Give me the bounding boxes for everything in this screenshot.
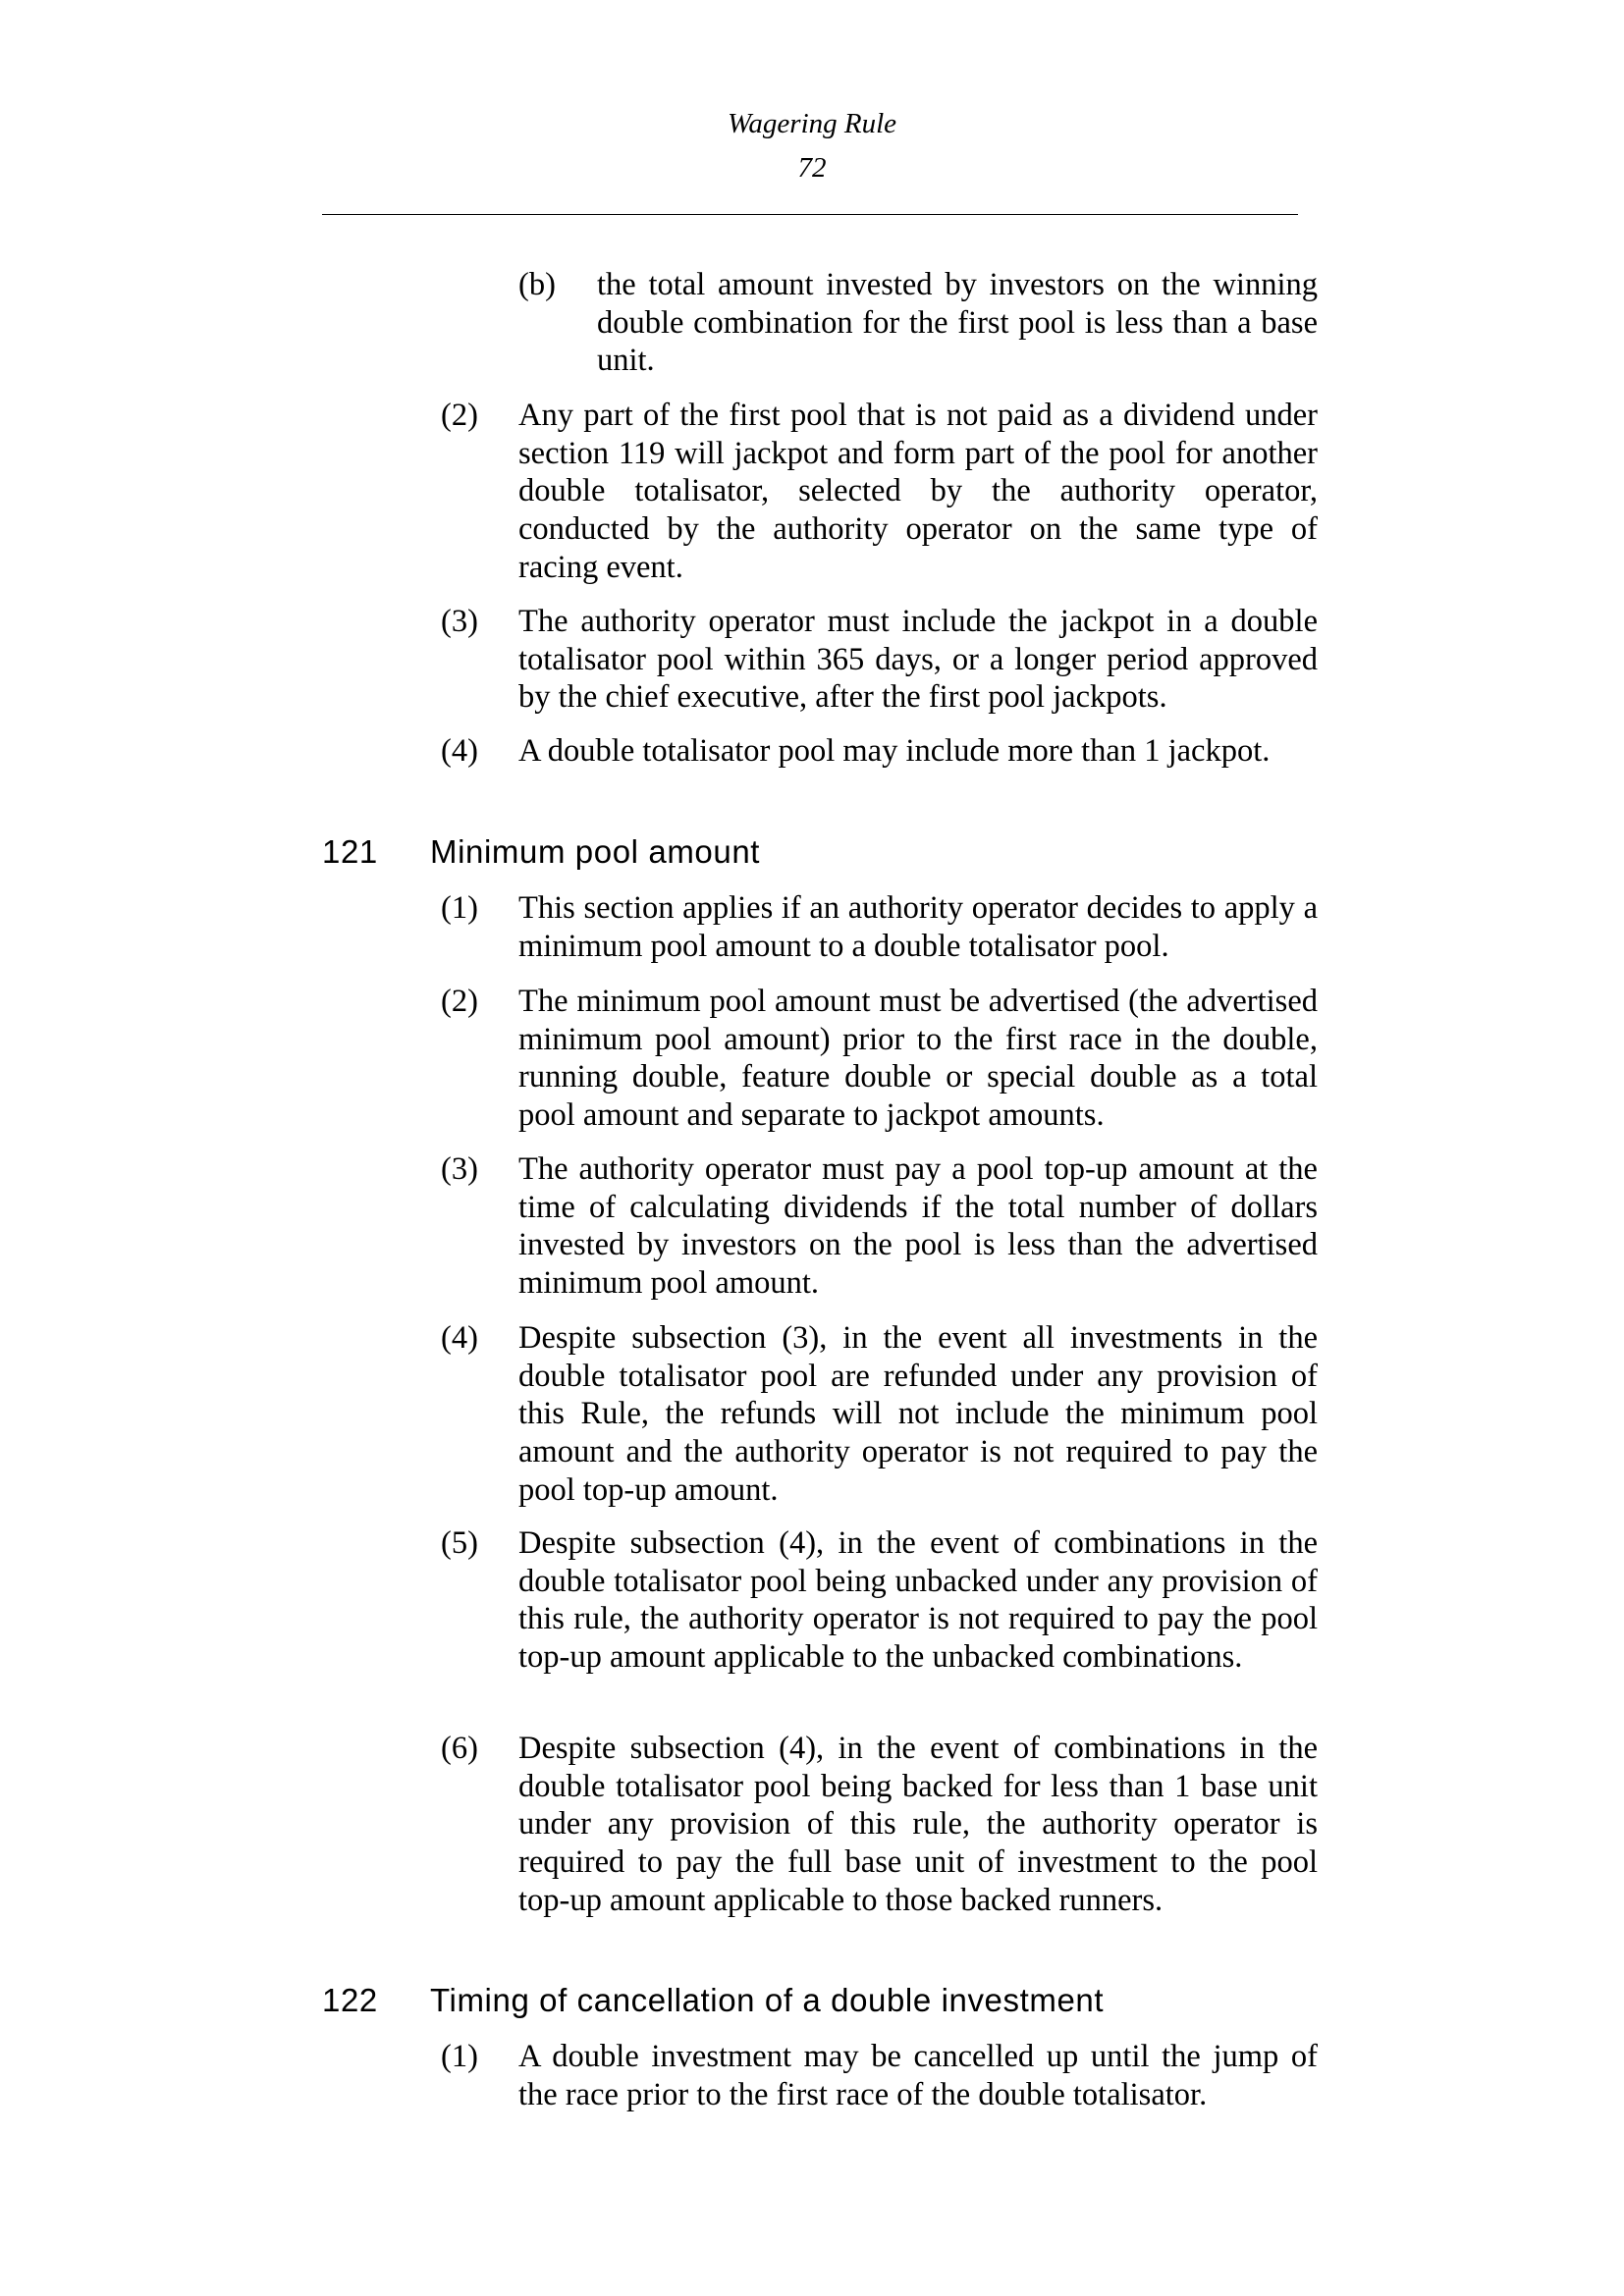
subsection-text: Despite subsection (4), in the event of combinations in the double totalisator pool being unbacked under any provision of this rule, the authority operator is not required to pay the pool top-up amount applicable to the unbacked combinations.: [518, 1525, 1318, 1676]
subsection-text: Despite subsection (4), in the event of combinations in the double totalisator pool being backed for less than 1 base unit under any provision of this rule, the authority operator is required to pay the full base unit of investment to the pool top-up amount applicable to those backed runners.: [518, 1731, 1318, 1918]
subsection-3: [0, 1150, 1624, 1304]
section-title: Minimum pool amount: [430, 833, 761, 870]
paragraph-text: the total amount invested by investors on the winning double combination for the first pool is less than a base unit.: [597, 267, 1318, 379]
page-number: 72: [797, 152, 827, 184]
subsection-6: [0, 1730, 1624, 1920]
subsection-text: A double investment may be cancelled up until the jump of the race prior to the first race of the double totalisator.: [518, 2039, 1318, 2112]
section-heading-122: [0, 1982, 1624, 2021]
section-title: Timing of cancellation of a double investment: [430, 1982, 1105, 2018]
document-title: Wagering Rule: [727, 108, 897, 139]
subsection-4: [0, 1319, 1624, 1510]
subsection-marker: (3): [441, 604, 478, 639]
subsection-marker: (6): [441, 1731, 478, 1766]
subsection-text: The authority operator must include the jackpot in a double totalisator pool within 365 days, or a longer period approved by the chief executive, after the first pool jackpots.: [518, 604, 1318, 716]
subsection-marker: (3): [441, 1151, 478, 1187]
subsection-1: [0, 2038, 1624, 2116]
subsection-text: A double totalisator pool may include more than 1 jackpot.: [518, 733, 1271, 769]
subsection-marker: (4): [441, 733, 478, 769]
subsection-marker: (2): [441, 984, 478, 1019]
subsection-text: The minimum pool amount must be advertised (the advertised minimum pool amount) prior to the first race in the double, running double, feature double or special double as a total pool amount and separate to jackpot amounts.: [518, 984, 1318, 1134]
subsection-marker: (1): [441, 2039, 478, 2074]
subsection-marker: (2): [441, 398, 478, 433]
header-divider: [322, 214, 1298, 215]
subsection-5: [0, 1524, 1624, 1715]
paragraph-b: [0, 266, 1624, 381]
section-number: 121: [322, 833, 378, 870]
paragraph-marker: (b): [518, 267, 556, 302]
subsection-text: This section applies if an authority operator decides to apply a minimum pool amount to a double totalisator pool.: [518, 890, 1318, 964]
subsection-marker: (4): [441, 1320, 478, 1356]
subsection-1: [0, 889, 1624, 968]
subsection-4: [0, 732, 1624, 772]
subsection-text: The authority operator must pay a pool top-up amount at the time of calculating dividends if the total number of dollars invested by investors on the pool is less than the advertised minimum pool amount.: [518, 1151, 1318, 1302]
subsection-2: [0, 397, 1624, 587]
subsection-text: Despite subsection (3), in the event all investments in the double totalisator pool are refunded under any provision of this Rule, the refunds will not include the minimum pool amount and the authority operator is not required to pay the pool top-up amount.: [518, 1320, 1318, 1508]
subsection-3: [0, 603, 1624, 718]
subsection-text: Any part of the first pool that is not paid as a dividend under section 119 will jackpot and form part of the pool for another double totalisator, selected by the authority operator, conducted by the authority operator on the same type of racing event.: [518, 398, 1318, 585]
section-number: 122: [322, 1982, 378, 2018]
subsection-marker: (5): [441, 1525, 478, 1561]
section-heading-121: [0, 833, 1624, 873]
subsection-2: [0, 983, 1624, 1136]
subsection-marker: (1): [441, 890, 478, 926]
